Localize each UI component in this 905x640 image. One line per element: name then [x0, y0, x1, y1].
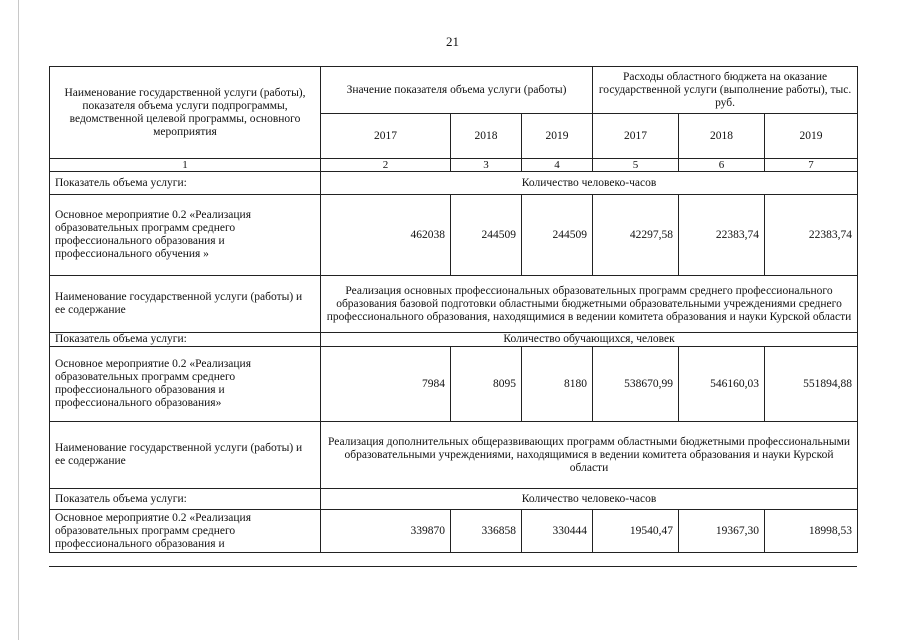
column-number: 7 — [765, 159, 858, 172]
header-year: 2019 — [522, 114, 593, 159]
value-cell: 336858 — [451, 510, 522, 553]
service-description: Реализация дополнительных общеразвивающих программ областными бюджетными профессиональными образовательными учреждениями, находящимися в ведении комитета образования и науки Курской области — [321, 422, 858, 489]
header-year: 2017 — [593, 114, 679, 159]
value-cell: 19540,47 — [593, 510, 679, 553]
measure-label: Основное мероприятие 0.2 «Реализация образовательных программ среднего профессионального образования и профессионального образования» — [50, 347, 321, 422]
table-row — [50, 172, 858, 195]
table-row — [50, 333, 858, 347]
header-row-column-numbers — [50, 159, 858, 172]
value-cell: 8095 — [451, 347, 522, 422]
value-cell: 551894,88 — [765, 347, 858, 422]
value-cell: 42297,58 — [593, 195, 679, 276]
value-cell: 546160,03 — [679, 347, 765, 422]
column-number: 5 — [593, 159, 679, 172]
table-row — [50, 347, 858, 422]
indicator-value: Количество человеко-часов — [321, 172, 858, 195]
header-year: 2019 — [765, 114, 858, 159]
column-number: 4 — [522, 159, 593, 172]
column-number: 1 — [50, 159, 321, 172]
indicator-value: Количество человеко-часов — [321, 489, 858, 510]
measure-label: Основное мероприятие 0.2 «Реализация образовательных программ среднего профессионального образования и профессионального обучения » — [50, 195, 321, 276]
indicator-value: Количество обучающихся, человек — [321, 333, 858, 347]
value-cell: 7984 — [321, 347, 451, 422]
service-label: Наименование государственной услуги (работы) и ее содержание — [50, 276, 321, 333]
header-year: 2018 — [451, 114, 522, 159]
column-number: 6 — [679, 159, 765, 172]
scan-edge-line — [18, 0, 19, 640]
value-cell: 8180 — [522, 347, 593, 422]
indicator-label: Показатель объема услуги: — [50, 172, 321, 195]
indicator-label: Показатель объема услуги: — [50, 333, 321, 347]
service-description: Реализация основных профессиональных образовательных программ среднего профессионального образования базовой подготовки областными бюджетными образовательными учреждениями среднего профессионального образования, находящимися в ведении комитета образования и науки Курской области — [321, 276, 858, 333]
value-cell: 19367,30 — [679, 510, 765, 553]
budget-table — [49, 66, 858, 553]
header-year: 2018 — [679, 114, 765, 159]
indicator-label: Показатель объема услуги: — [50, 489, 321, 510]
value-cell: 339870 — [321, 510, 451, 553]
table-row — [50, 422, 858, 489]
value-cell: 22383,74 — [765, 195, 858, 276]
header-row-groups — [50, 67, 858, 114]
table-row — [50, 510, 858, 553]
value-cell: 244509 — [522, 195, 593, 276]
table-row — [50, 276, 858, 333]
table-row — [50, 195, 858, 276]
table-row — [50, 489, 858, 510]
header-expense-group: Расходы областного бюджета на оказание государственной услуги (выполнение работы), тыс. руб. — [593, 67, 858, 114]
column-number: 2 — [321, 159, 451, 172]
column-number: 3 — [451, 159, 522, 172]
measure-label: Основное мероприятие 0.2 «Реализация образовательных программ среднего профессионального образования и — [50, 510, 321, 553]
header-volume-group: Значение показателя объема услуги (работы) — [321, 67, 593, 114]
header-year: 2017 — [321, 114, 451, 159]
value-cell: 18998,53 — [765, 510, 858, 553]
value-cell: 462038 — [321, 195, 451, 276]
value-cell: 22383,74 — [679, 195, 765, 276]
service-label: Наименование государственной услуги (работы) и ее содержание — [50, 422, 321, 489]
header-name-column: Наименование государственной услуги (работы), показателя объема услуги подпрограммы, ведомственной целевой программы, основного мероприятия — [50, 67, 321, 159]
value-cell: 538670,99 — [593, 347, 679, 422]
page-number: 21 — [446, 34, 459, 49]
table-bottom-edge — [49, 566, 857, 567]
value-cell: 330444 — [522, 510, 593, 553]
value-cell: 244509 — [451, 195, 522, 276]
